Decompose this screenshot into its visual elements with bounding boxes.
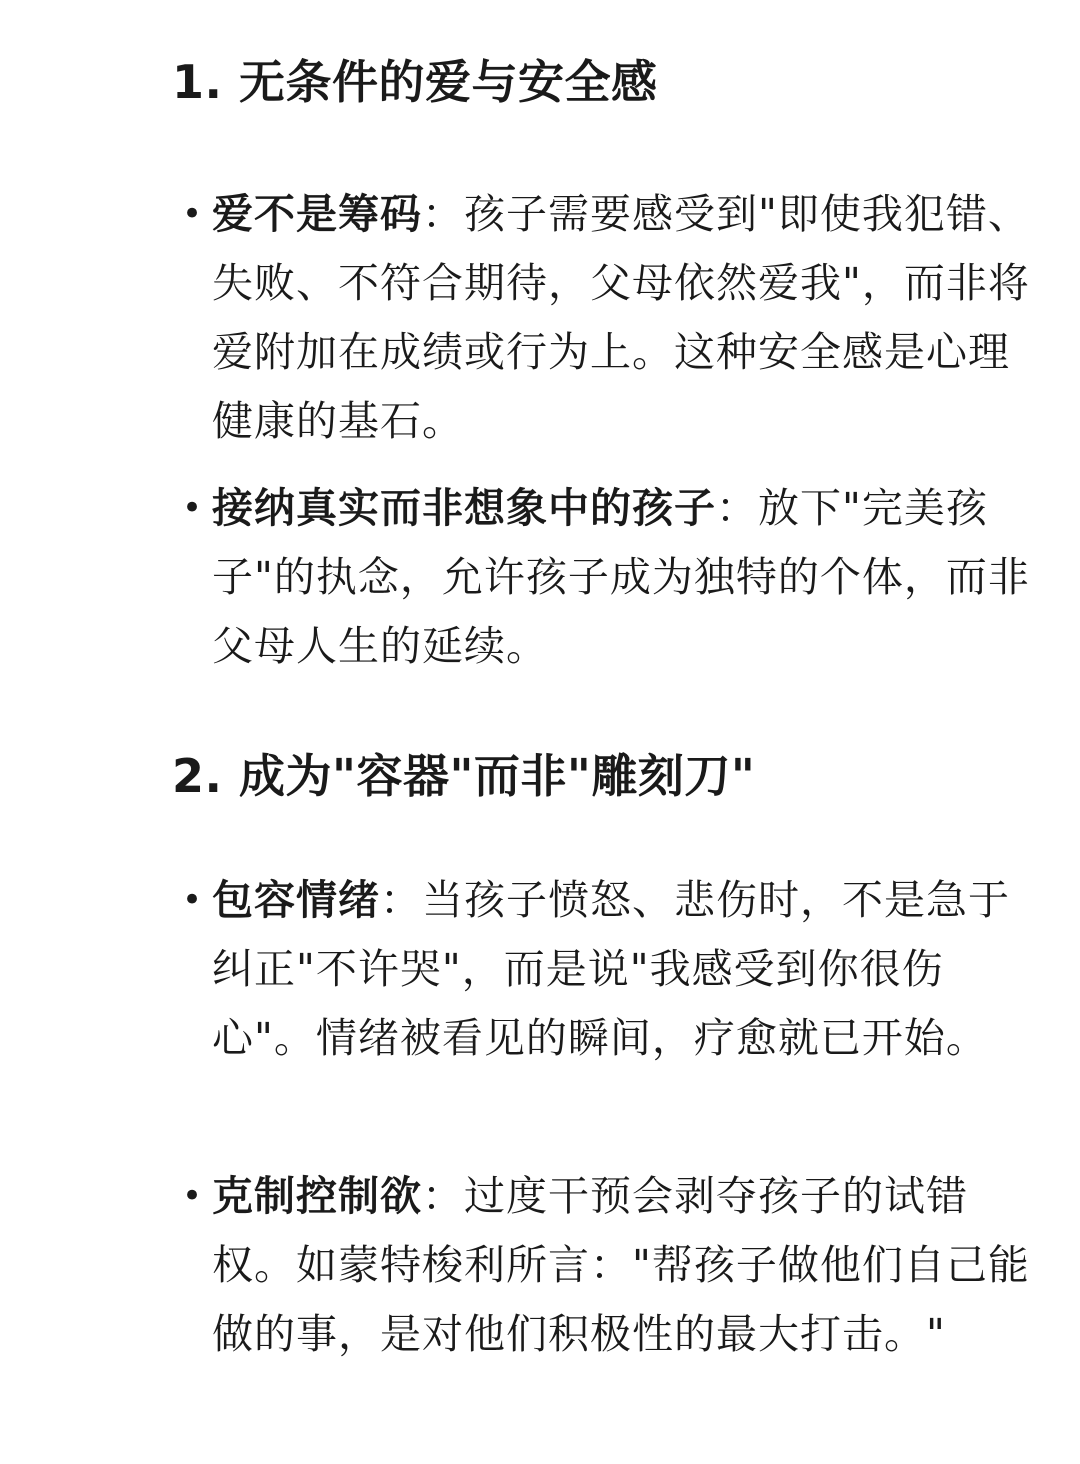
bullet-icon: • <box>181 1176 203 1216</box>
item-body: 孩子需要感受到"即使我犯错、失败、不符合期待，父母依然爱我"，而非将爱附加在成绩或行为上。这种安全感是心理健康的基石。 <box>212 190 1030 445</box>
item-term: 爱不是筹码 <box>212 190 422 238</box>
list-item-text <box>212 866 1036 1073</box>
item-separator: ： <box>716 484 758 532</box>
item-separator: ： <box>422 190 464 238</box>
list-item-text <box>212 474 1036 681</box>
item-term: 接纳真实而非想象中的孩子 <box>212 484 716 532</box>
list-item-text <box>212 1162 1036 1369</box>
item-separator: ： <box>422 1172 464 1220</box>
item-term: 包容情绪 <box>212 876 380 924</box>
bullet-icon: • <box>181 194 203 234</box>
section-heading: 1. 无条件的爱与安全感 <box>172 55 658 109</box>
bullet-icon: • <box>181 488 203 528</box>
bullet-icon: • <box>181 880 203 920</box>
list-item-text <box>212 180 1036 456</box>
item-body: 过度干预会剥夺孩子的试错权。如蒙特梭利所言："帮孩子做他们自己能做的事，是对他们积极性的最大打击。" <box>212 1172 1030 1358</box>
item-body: 放下"完美孩子"的执念，允许孩子成为独特的个体，而非父母人生的延续。 <box>212 484 1030 670</box>
section-heading: 2. 成为"容器"而非"雕刻刀" <box>172 749 756 803</box>
item-separator: ： <box>380 876 422 924</box>
item-body: 当孩子愤怒、悲伤时，不是急于纠正"不许哭"，而是说"我感受到你很伤心"。情绪被看见的瞬间，疗愈就已开始。 <box>212 876 1010 1062</box>
item-term: 克制控制欲 <box>212 1172 422 1220</box>
